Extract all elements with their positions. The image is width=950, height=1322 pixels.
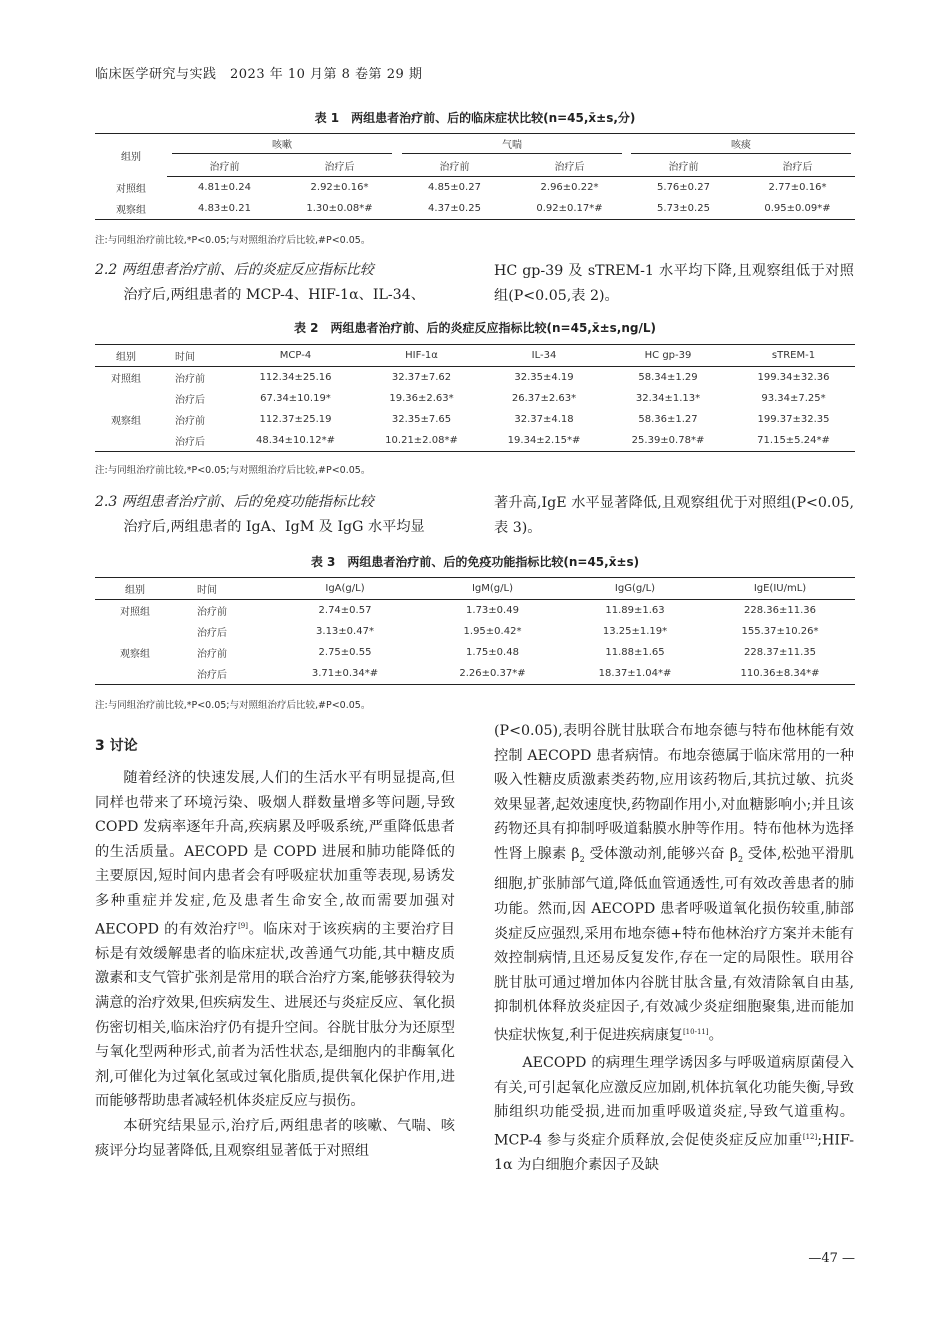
table-row: 治疗后 3.71±0.34*# 2.26±0.37*# 18.37±1.04*# 110.36±8.34*# bbox=[95, 663, 855, 685]
table3-header: 组别 bbox=[95, 578, 175, 600]
table3-note: 注:与同组治疗前比较,*P<0.05;与对照组治疗后比较,#P<0.05。 bbox=[95, 700, 371, 711]
table2-header: HC gp-39 bbox=[604, 345, 732, 367]
table-row: 观察组 治疗前 112.37±25.19 32.35±7.65 32.37±4.18 58.36±1.27 199.37±32.35 bbox=[111, 414, 830, 427]
citation: [9] bbox=[238, 921, 248, 930]
table-row: 对照组 4.81±0.24 2.92±0.16* 4.85±0.27 2.96±0.22* 5.76±0.27 2.77±0.16* bbox=[116, 182, 827, 195]
table3-caption: 表 3 两组患者治疗前、后的免疫功能指标比较(n=45,x̄±s) bbox=[310, 555, 640, 569]
citation: [10-11] bbox=[682, 1027, 709, 1036]
table3-header: IgE(IU/mL) bbox=[705, 578, 855, 600]
section-2-2-title: 2.2 两组患者治疗前、后的炎症反应指标比较 bbox=[95, 262, 374, 278]
table3-header: IgG(g/L) bbox=[565, 578, 705, 600]
table-row: 观察组 治疗前 2.75±0.55 1.75±0.48 11.88±1.65 228.37±11.35 bbox=[120, 647, 816, 660]
table1-sub: 治疗前 bbox=[167, 155, 282, 177]
table2-header: sTREM-1 bbox=[732, 345, 855, 367]
page-number: —47 — bbox=[808, 1251, 855, 1266]
table-row: 治疗后 48.34±10.12*# 10.21±2.08*# 19.34±2.15*# 25.39±0.78*# 71.15±5.24*# bbox=[95, 430, 855, 452]
section-2-3-right: 著升高,IgE 水平显著降低,且观察组优于对照组(P<0.05,表 3)。 bbox=[494, 495, 854, 536]
table-row: 治疗后 3.13±0.47* 1.95±0.42* 13.25±1.19* 155.37±10.26* bbox=[197, 626, 819, 639]
section-2-2-left: 治疗后,两组患者的 MCP-4、HIF-1α、IL-34、 bbox=[123, 287, 425, 303]
section-2-2-right: HC gp-39 及 sTREM-1 水平均下降,且观察组低于对照组(P<0.05,表 2)。 bbox=[494, 263, 854, 304]
table1-sub: 治疗后 bbox=[512, 155, 627, 177]
table1-sub: 治疗后 bbox=[282, 155, 397, 177]
table1-note: 注:与同组治疗前比较,*P<0.05;与对照组治疗后比较,#P<0.05。 bbox=[95, 235, 371, 246]
section-2-3-left: 治疗后,两组患者的 IgA、IgM 及 IgG 水平均显 bbox=[123, 519, 425, 535]
table2-note: 注:与同组治疗前比较,*P<0.05;与对照组治疗后比较,#P<0.05。 bbox=[95, 465, 371, 476]
table1-sub: 治疗前 bbox=[397, 155, 512, 177]
discussion-title: 3 讨论 bbox=[95, 738, 138, 754]
table-row: 观察组 4.83±0.21 1.30±0.08*# 4.37±0.25 0.92±0.17*# 5.73±0.25 0.95±0.09*# bbox=[95, 198, 855, 220]
table3-header: IgA(g/L) bbox=[270, 578, 420, 600]
table1-sub: 治疗前 bbox=[627, 155, 740, 177]
table2 bbox=[95, 344, 855, 452]
table-row: 对照组 治疗前 2.74±0.57 1.73±0.49 11.89±1.63 228.36±11.36 bbox=[120, 605, 816, 618]
table1-header-group: 组别 bbox=[95, 134, 167, 177]
journal-header: 临床医学研究与实践 2023 年 10 月第 8 卷第 29 期 bbox=[95, 67, 423, 82]
table2-header: MCP-4 bbox=[232, 345, 359, 367]
table2-caption: 表 2 两组患者治疗前、后的炎症反应指标比较(n=45,x̄±s,ng/L) bbox=[293, 321, 656, 335]
citation: [12] bbox=[802, 1133, 818, 1142]
table1-caption: 表 1 两组患者治疗前、后的临床症状比较(n=45,x̄±s,分) bbox=[314, 111, 636, 125]
table3-header: IgM(g/L) bbox=[420, 578, 565, 600]
table1-header-sputum: 咳痰 bbox=[627, 134, 855, 156]
table1-header-wheeze: 气喘 bbox=[397, 134, 627, 156]
table2-header: HIF-1α bbox=[359, 345, 484, 367]
table-row: 对照组 治疗前 112.34±25.16 32.37±7.62 32.35±4.19 58.34±1.29 199.34±32.36 bbox=[111, 372, 830, 385]
table2-header: 时间 bbox=[157, 345, 232, 367]
section-2-3-title: 2.3 两组患者治疗前、后的免疫功能指标比较 bbox=[95, 494, 374, 510]
discussion-left-column: 随着经济的快速发展,人们的生活水平有明显提高,但同样也带来了环境污染、吸烟人群数量增多等问题,导致 COPD 发病率逐年升高,疾病累及呼吸系统,严重降低患者的生活质量。AECOPD 是 COPD 进展和肺功能降低的主要原因,短时间内患者会有呼吸症状加重等表现,易诱发多种重症并发症,危及患者生命安全,故而需要加强对 AECOPD 的有效治疗[9]。临床对于该疾病的主要治疗目标是有效缓解患者的临床症状,改善通气功能,其中糖皮质激素和支气管扩张剂是常用的联合治疗方案,能够获得较为满意的治疗效果,但疾病发生、进展还与炎症反应、氧化损伤密切相关,临床治疗仍有提升空间。谷胱甘肽分为还原型与氧化型两种形式,前者为活性状态,是细胞内的非酶氧化剂,可催化为过氧化氢或过氧化脂质,提供氧化保护作用,进而能够帮助患者减轻机体炎症反应与损伤。 本研究结果显示,治疗后,两组患者的咳嗽、气喘、咳痰评分均显著降低,且观察组显著低于对照组 bbox=[95, 770, 455, 1159]
table1-sub: 治疗后 bbox=[740, 155, 855, 177]
table3-header: 时间 bbox=[175, 578, 270, 600]
table3 bbox=[95, 577, 855, 685]
table-row: 治疗后 67.34±10.19* 19.36±2.63* 26.37±2.63* 32.34±1.13* 93.34±7.25* bbox=[175, 393, 826, 406]
discussion-right-column: (P<0.05),表明谷胱甘肽联合布地奈德与特布他林能有效控制 AECOPD 患者病情。布地奈德属于临床常用的一种吸入性糖皮质激素类药物,应用该药物后,其抗过敏、抗炎效果显著,起效速度快,药物副作用小,对血糖影响小;并且该药物还具有抑制呼吸道黏膜水肿等作用。特布他林为选择性肾上腺素 $\beta_2$ 受体激动剂,能够兴奋 $\beta_2$ 受体,松弛平滑肌细胞,扩张肺部气道,降低血管通透性,可有效改善患者的肺功能。然而,因 AECOPD 患者呼吸道氧化损伤较重,肺部炎症反应强烈,采用布地奈德+特布他林治疗方案并未能有效控制病情,且还易反复发作,存在一定的局限性。联用谷胱甘肽可通过增加体内谷胱甘肽含量,有效清除氧自由基,抑制机体释放炎症因子,有效减少炎症细胞聚集,进而能加快症状恢复,利于促进疾病康复[10-11]。 AECOPD 的病理生理学诱因多与呼吸道病原菌侵入有关,可引起氧化应激反应加剧,机体抗氧化功能失衡,导致肺组织功能受损,进而加重呼吸道炎症,导致气道重构。MCP-4 参与炎症介质释放,会促使炎症反应加重[12];HIF-1α 为白细胞介素因子及缺 bbox=[494, 723, 854, 1174]
table1 bbox=[95, 133, 855, 220]
table2-header: IL-34 bbox=[484, 345, 604, 367]
table1-header-cough: 咳嗽 bbox=[167, 134, 397, 156]
table2-header: 组别 bbox=[95, 345, 157, 367]
